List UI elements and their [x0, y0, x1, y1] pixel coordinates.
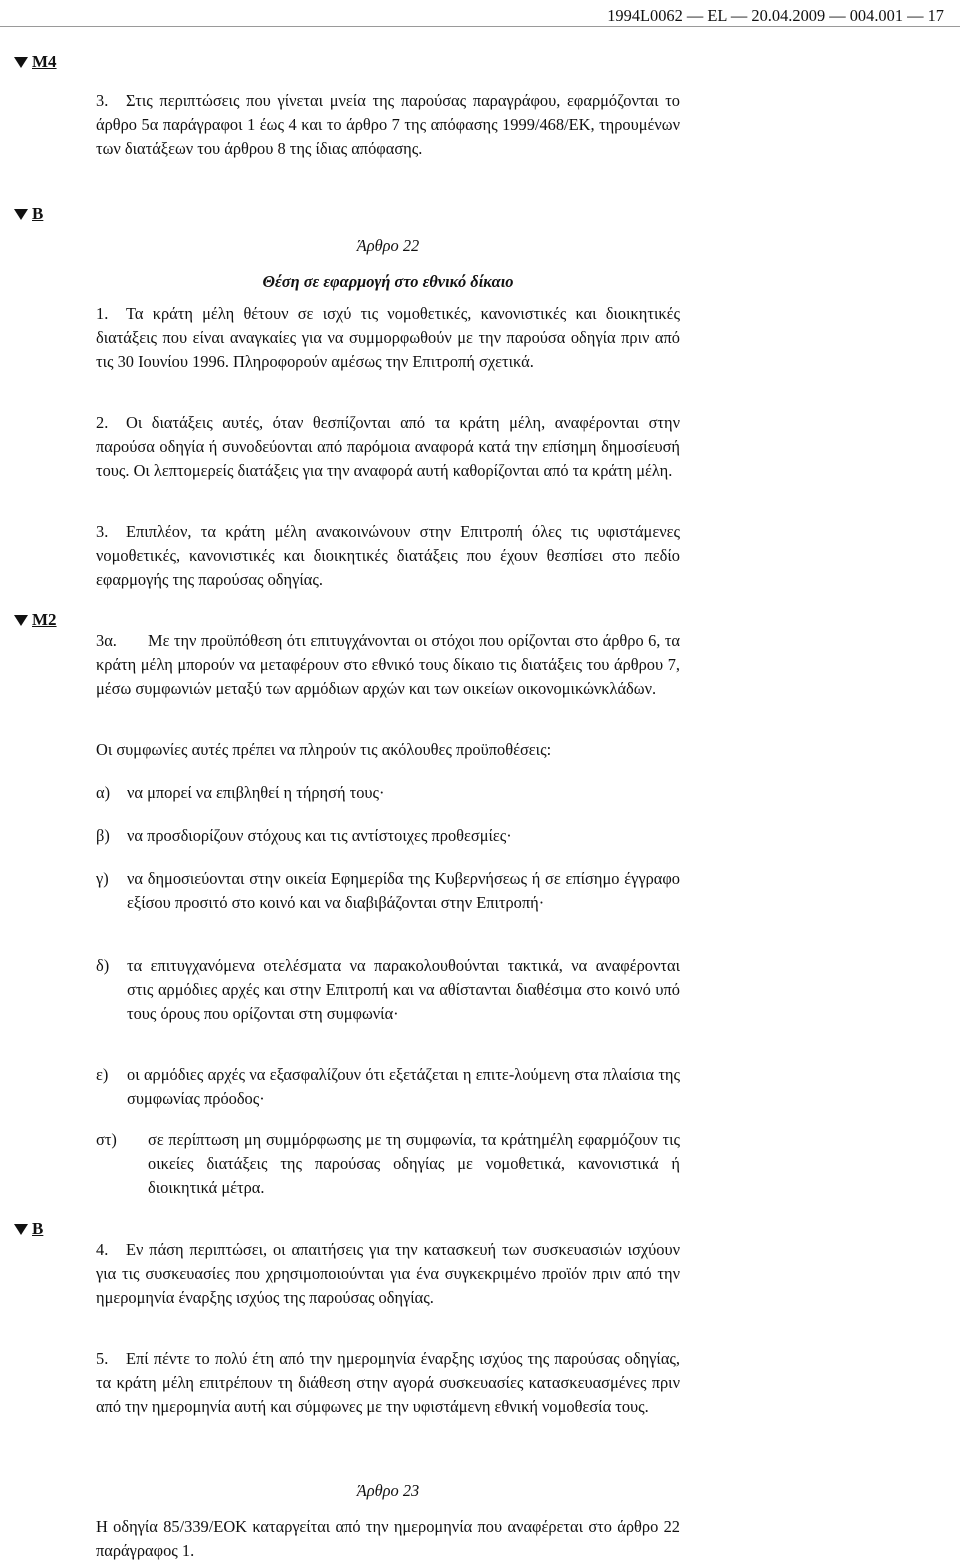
amendment-marker-b: B	[14, 1217, 43, 1241]
triangle-down-icon	[14, 615, 28, 626]
article-22-title: Άρθρο 22	[356, 236, 420, 255]
amendment-marker-b: B	[14, 202, 43, 226]
triangle-down-icon	[14, 57, 28, 68]
paragraph-3: 3. Στις περιπτώσεις που γίνεται μνεία της παρούσας παραγράφου, εφαρμόζονται το άρθρο 5α παράγραφοι 1 έως 4 και το άρθρο 7 της απόφασης 1999/468/ΕΚ, τηρουμένων των διατάξεων του άρθρου 8 της ίδιας απόφασης.	[96, 91, 680, 158]
article-23-title: Άρθρο 23	[356, 1481, 420, 1500]
document-reference: 1994L0062 — EL — 20.04.2009 — 004.001 — 17	[607, 6, 944, 25]
amendment-marker-m2: M2	[14, 608, 57, 632]
list-item: γ) να δημοσιεύονται στην οικεία Εφημερίδα της Κυβερνήσεως ή σε επίσημο έγγραφο εξίσου προσιτό στο κοινό και να διαβιβάζονται στην Επιτροπή·	[96, 869, 680, 912]
list-item: δ) τα επιτυγχανόμενα οτελέσματα να παρακολουθούνται τακτικά, να αναφέρονται στις αρμόδιες αρχές και στην Επιτροπή και να αθίστανται διαθέσιμα στο κοινό υπό τους όρους που ορίζονται στη συμφωνία·	[96, 956, 680, 1023]
list-item: α) να μπορεί να επιβληθεί η τήρησή τους·	[96, 783, 385, 802]
conditions-intro: Οι συμφωνίες αυτές πρέπει να πληρούν τις ακόλουθες προϋποθέσεις:	[96, 740, 552, 759]
article-22-paragraph-3: 3. Επιπλέον, τα κράτη μέλη ανακοινώνουν στην Επιτροπή όλες τις υφιστάμενες νομοθετικές, κανονιστικές και διοικητικές διατάξεις που έχουν θεσπίσει στο πεδίο εφαρμογής της παρούσας οδηγίας.	[96, 522, 680, 589]
article-22-paragraph-5: 5. Επί πέντε το πολύ έτη από την ημερομηνία έναρξης ισχύος της παρούσας οδηγίας, τα κράτη μέλη επιτρέπουν τη διάθεση στην αγορά συσκευασίες κατασκευασμένες πριν από την ημερομηνία αυτή και σύμφωνες με την υφιστάμενη εθνική νομοθεσία τους.	[96, 1349, 680, 1416]
article-22-subtitle: Θέση σε εφαρμογή στο εθνικό δίκαιο	[262, 272, 514, 291]
page-header	[0, 0, 960, 27]
article-22-paragraph-2: 2. Οι διατάξεις αυτές, όταν θεσπίζονται από τα κράτη μέλη, αναφέρονται στην παρούσα οδηγία ή συνοδεύονται από παρόμοια αναφορά κατά την επίσημη δημοσίευσή τους. Οι λεπτομερείς διατάξεις για την αναφορά αυτή καθορίζονται από τα κράτη μέλη.	[96, 413, 680, 480]
list-item: ε) οι αρμόδιες αρχές να εξασφαλίζουν ότι εξετάζεται η επιτε-λούμενη στα πλαίσια της συμφωνίας πρόοδος·	[96, 1065, 680, 1108]
triangle-down-icon	[14, 209, 28, 220]
list-item: β) να προσδιορίζουν στόχους και τις αντίστοιχες προθεσμίες·	[96, 826, 512, 845]
article-22-paragraph-4: 4. Εν πάση περιπτώσει, οι απαιτήσεις για την κατασκευή των συσκευασιών ισχύουν για τις συσκευασίες που χρησιμοποιούνται για ένα συγκεκριμένο προϊόν πριν από την ημερομηνία έναρξης ισχύος της παρούσας οδηγίας.	[96, 1240, 680, 1307]
list-item: στ) σε περίπτωση μη συμμόρφωσης με τη συμφωνία, τα κράτημέλη εφαρμόζουν τις οικείες διατάξεις της παρούσας οδηγίας με νομοθετικά, κανονιστικά ή διοικητικά μέτρα.	[96, 1130, 680, 1197]
article-23-text: Η οδηγία 85/339/ΕΟΚ καταργείται από την ημερομηνία που αναφέρεται στο άρθρο 22 παράγραφος 1.	[96, 1517, 680, 1560]
article-22-paragraph-1: 1. Τα κράτη μέλη θέτουν σε ισχύ τις νομοθετικές, κανονιστικές και διοικητικές διατάξεις που είναι αναγκαίες για να συμμορφωθούν με την παρούσα οδηγία πριν από τις 30 Ιουνίου 1996. Πληροφορούν αμέσως την Επιτροπή σχετικά.	[96, 304, 680, 371]
amendment-marker-m4: M4	[14, 50, 57, 74]
triangle-down-icon	[14, 1224, 28, 1235]
article-22-paragraph-3a: 3α. Με την προϋπόθεση ότι επιτυγχάνονται οι στόχοι που ορίζονται στο άρθρο 6, τα κράτη μέλη μπορούν να μεταφέρουν στο εθνικό τους δίκαιο τις διατάξεις του άρθρου 7, μέσω συμφωνιών μεταξύ των αρμόδιων αρχών και των οικείων οικονομικώνκλάδων.	[96, 631, 680, 698]
